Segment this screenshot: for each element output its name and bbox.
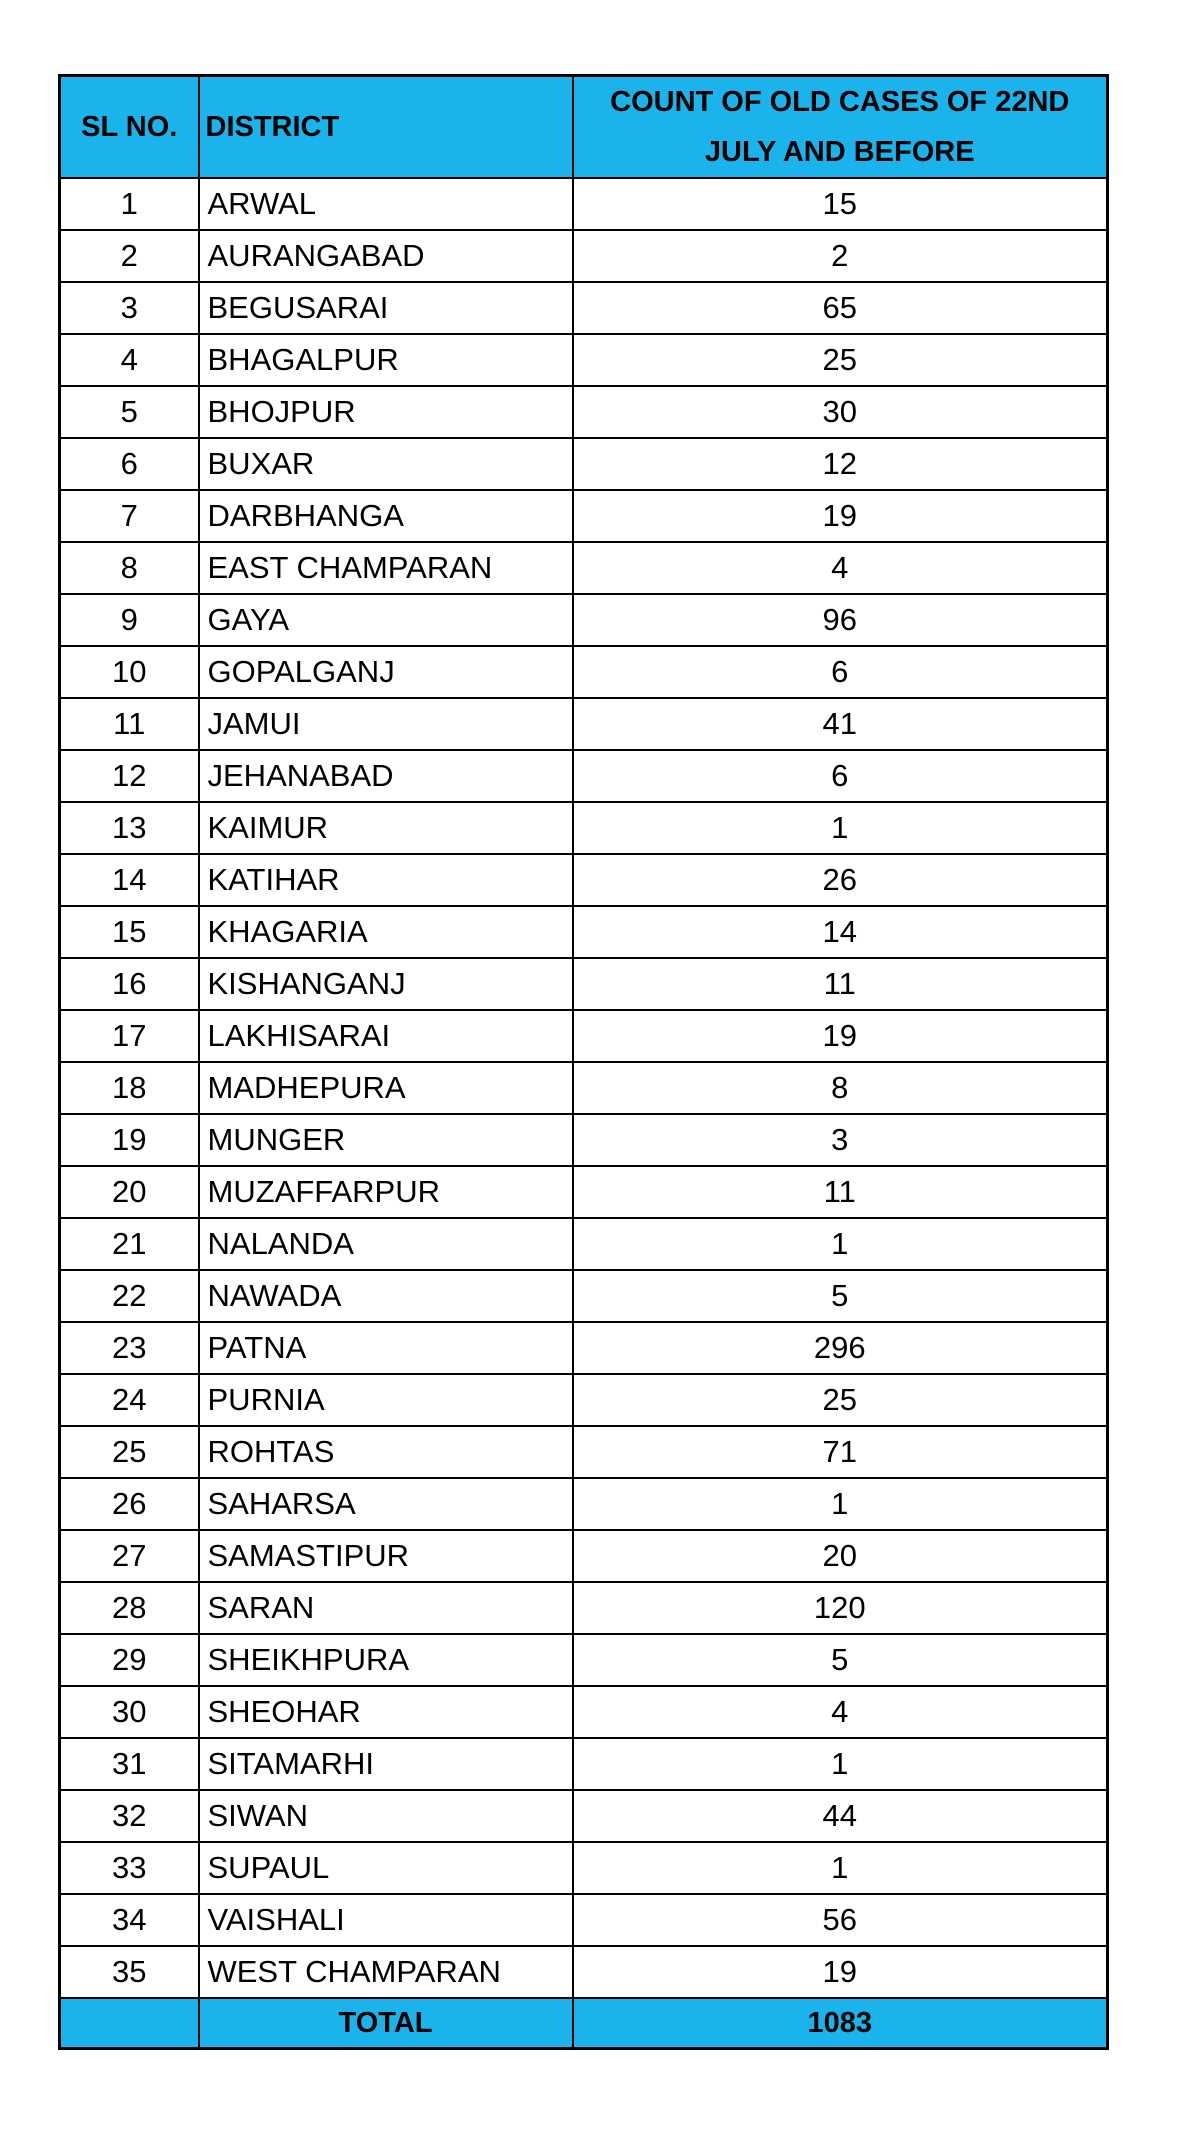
district-cell: KATIHAR — [199, 854, 573, 906]
count-cell: 44 — [573, 1790, 1108, 1842]
table-row — [60, 1790, 1108, 1842]
count-cell: 19 — [573, 490, 1108, 542]
table-row — [60, 282, 1108, 334]
sl-cell: 26 — [60, 1478, 199, 1530]
count-cell: 4 — [573, 1686, 1108, 1738]
district-cell: BHAGALPUR — [199, 334, 573, 386]
sl-cell: 28 — [60, 1582, 199, 1634]
table-row — [60, 1946, 1108, 1998]
sl-cell: 9 — [60, 594, 199, 646]
count-cell: 19 — [573, 1010, 1108, 1062]
total-value: 1083 — [573, 1998, 1108, 2049]
district-cell: BUXAR — [199, 438, 573, 490]
district-cell: AURANGABAD — [199, 230, 573, 282]
district-cell: NAWADA — [199, 1270, 573, 1322]
count-cell: 19 — [573, 1946, 1108, 1998]
district-cell: NALANDA — [199, 1218, 573, 1270]
table-row — [60, 802, 1108, 854]
district-cell: KHAGARIA — [199, 906, 573, 958]
header-count-line-1: COUNT OF OLD CASES OF 22ND — [610, 86, 1070, 118]
sl-cell: 34 — [60, 1894, 199, 1946]
district-cell: EAST CHAMPARAN — [199, 542, 573, 594]
district-cell: SUPAUL — [199, 1842, 573, 1894]
count-cell: 11 — [573, 958, 1108, 1010]
district-cell: PURNIA — [199, 1374, 573, 1426]
table-row — [60, 178, 1108, 230]
count-cell: 5 — [573, 1270, 1108, 1322]
table-row — [60, 1686, 1108, 1738]
count-cell: 20 — [573, 1530, 1108, 1582]
sl-cell: 11 — [60, 698, 199, 750]
header-district: DISTRICT — [199, 76, 573, 179]
sl-cell: 30 — [60, 1686, 199, 1738]
count-cell: 6 — [573, 750, 1108, 802]
sl-cell: 10 — [60, 646, 199, 698]
sl-cell: 33 — [60, 1842, 199, 1894]
district-cell: KISHANGANJ — [199, 958, 573, 1010]
table-row — [60, 1322, 1108, 1374]
table-row — [60, 906, 1108, 958]
count-cell: 6 — [573, 646, 1108, 698]
sl-cell: 25 — [60, 1426, 199, 1478]
sl-cell: 2 — [60, 230, 199, 282]
total-sl-cell — [60, 1998, 199, 2049]
count-cell: 96 — [573, 594, 1108, 646]
district-cell: MADHEPURA — [199, 1062, 573, 1114]
header-sl-no: SL NO. — [60, 76, 199, 179]
table-row — [60, 1062, 1108, 1114]
count-cell: 30 — [573, 386, 1108, 438]
table-row — [60, 1634, 1108, 1686]
count-cell: 3 — [573, 1114, 1108, 1166]
district-cell: SIWAN — [199, 1790, 573, 1842]
header-count — [573, 76, 1108, 179]
district-cell: WEST CHAMPARAN — [199, 1946, 573, 1998]
count-cell: 5 — [573, 1634, 1108, 1686]
header-row — [60, 76, 1108, 179]
sl-cell: 14 — [60, 854, 199, 906]
district-cell: SHEIKHPURA — [199, 1634, 573, 1686]
count-cell: 8 — [573, 1062, 1108, 1114]
table-footer — [60, 1998, 1108, 2049]
sl-cell: 24 — [60, 1374, 199, 1426]
table-row — [60, 438, 1108, 490]
district-cases-table — [58, 74, 1109, 2050]
district-cell: BHOJPUR — [199, 386, 573, 438]
sl-cell: 12 — [60, 750, 199, 802]
count-cell: 65 — [573, 282, 1108, 334]
table-row — [60, 230, 1108, 282]
count-cell: 1 — [573, 1478, 1108, 1530]
sl-cell: 3 — [60, 282, 199, 334]
district-cell: GAYA — [199, 594, 573, 646]
table-header — [60, 76, 1108, 179]
table-row — [60, 646, 1108, 698]
sl-cell: 27 — [60, 1530, 199, 1582]
table-row — [60, 1894, 1108, 1946]
sl-cell: 19 — [60, 1114, 199, 1166]
district-cell: SITAMARHI — [199, 1738, 573, 1790]
table-row — [60, 594, 1108, 646]
sl-cell: 29 — [60, 1634, 199, 1686]
table-row — [60, 1218, 1108, 1270]
table-row — [60, 1842, 1108, 1894]
count-cell: 120 — [573, 1582, 1108, 1634]
table-row — [60, 698, 1108, 750]
table-row — [60, 490, 1108, 542]
sl-cell: 35 — [60, 1946, 199, 1998]
sl-cell: 23 — [60, 1322, 199, 1374]
district-cell: ARWAL — [199, 178, 573, 230]
sl-cell: 4 — [60, 334, 199, 386]
table-row — [60, 958, 1108, 1010]
count-cell: 2 — [573, 230, 1108, 282]
count-cell: 4 — [573, 542, 1108, 594]
table-row — [60, 1010, 1108, 1062]
sl-cell: 8 — [60, 542, 199, 594]
table-row — [60, 386, 1108, 438]
table-row — [60, 1426, 1108, 1478]
table-row — [60, 1582, 1108, 1634]
district-cell: MUZAFFARPUR — [199, 1166, 573, 1218]
sl-cell: 7 — [60, 490, 199, 542]
district-cell: GOPALGANJ — [199, 646, 573, 698]
table-row — [60, 1530, 1108, 1582]
table-row — [60, 1738, 1108, 1790]
district-cell: KAIMUR — [199, 802, 573, 854]
count-cell: 25 — [573, 1374, 1108, 1426]
count-cell: 1 — [573, 1218, 1108, 1270]
district-cell: PATNA — [199, 1322, 573, 1374]
district-cell: SHEOHAR — [199, 1686, 573, 1738]
district-cell: SARAN — [199, 1582, 573, 1634]
count-cell: 71 — [573, 1426, 1108, 1478]
district-cell: JEHANABAD — [199, 750, 573, 802]
district-cell: VAISHALI — [199, 1894, 573, 1946]
count-cell: 26 — [573, 854, 1108, 906]
district-cell: BEGUSARAI — [199, 282, 573, 334]
count-cell: 56 — [573, 1894, 1108, 1946]
sl-cell: 16 — [60, 958, 199, 1010]
table-body — [60, 178, 1108, 1998]
table-row — [60, 1478, 1108, 1530]
count-cell: 11 — [573, 1166, 1108, 1218]
sl-cell: 1 — [60, 178, 199, 230]
table-row — [60, 334, 1108, 386]
sl-cell: 5 — [60, 386, 199, 438]
table-row — [60, 1166, 1108, 1218]
count-cell: 12 — [573, 438, 1108, 490]
count-cell: 14 — [573, 906, 1108, 958]
table-row — [60, 1114, 1108, 1166]
table-row — [60, 542, 1108, 594]
district-cell: JAMUI — [199, 698, 573, 750]
count-cell: 1 — [573, 802, 1108, 854]
table-row — [60, 750, 1108, 802]
sl-cell: 17 — [60, 1010, 199, 1062]
table-row — [60, 1270, 1108, 1322]
count-cell: 296 — [573, 1322, 1108, 1374]
count-cell: 1 — [573, 1738, 1108, 1790]
district-cell: MUNGER — [199, 1114, 573, 1166]
count-cell: 15 — [573, 178, 1108, 230]
sl-cell: 13 — [60, 802, 199, 854]
count-cell: 1 — [573, 1842, 1108, 1894]
table-row — [60, 854, 1108, 906]
district-cell: SAMASTIPUR — [199, 1530, 573, 1582]
sl-cell: 6 — [60, 438, 199, 490]
header-count-line-2: JULY AND BEFORE — [704, 136, 975, 168]
sl-cell: 20 — [60, 1166, 199, 1218]
sl-cell: 15 — [60, 906, 199, 958]
count-cell: 41 — [573, 698, 1108, 750]
sl-cell: 22 — [60, 1270, 199, 1322]
district-cell: DARBHANGA — [199, 490, 573, 542]
sl-cell: 21 — [60, 1218, 199, 1270]
district-cell: SAHARSA — [199, 1478, 573, 1530]
total-row — [60, 1998, 1108, 2049]
table-row — [60, 1374, 1108, 1426]
district-cell: LAKHISARAI — [199, 1010, 573, 1062]
sl-cell: 32 — [60, 1790, 199, 1842]
total-label: TOTAL — [199, 1998, 573, 2049]
count-cell: 25 — [573, 334, 1108, 386]
sl-cell: 31 — [60, 1738, 199, 1790]
sl-cell: 18 — [60, 1062, 199, 1114]
district-cell: ROHTAS — [199, 1426, 573, 1478]
